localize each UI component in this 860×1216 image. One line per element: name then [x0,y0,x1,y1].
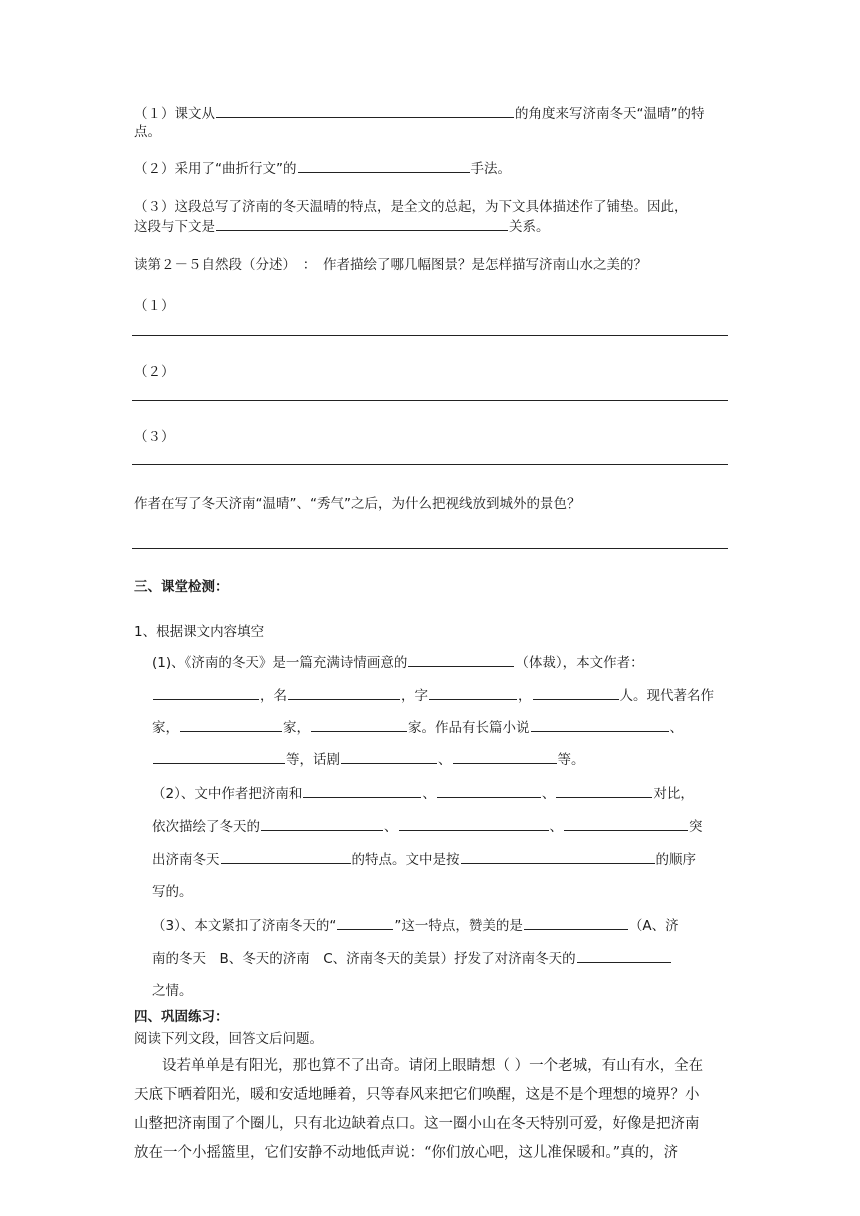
answer-line[interactable] [132,548,728,549]
reading-instruction: 阅读下列文段，回答文后问题。 [134,1031,323,1047]
fill-line-6 [152,816,703,837]
fill-text: 等。 [557,752,585,768]
fill-text: （体裁），本文作者： [515,655,644,671]
fill-text: 对比， [653,786,694,802]
answer-blank[interactable] [524,915,628,930]
fill-line-3 [152,717,683,738]
answer-blank[interactable] [180,717,282,732]
answer-blank[interactable] [153,749,285,764]
fill-text: ， [518,688,532,704]
question-3-text-end: 关系。 [509,219,550,235]
fill-line-1 [152,652,644,673]
answer-blank[interactable] [261,816,383,831]
section-3-heading: 三、课堂检测： [134,579,229,595]
passage-line-1: 设若单单是有阳光，那也算不了出奇。请闭上眼睛想（ ）一个老城，有山有水，全在 [162,1058,704,1074]
fill-text: 、 [541,786,556,802]
why-question: 作者在写了冬天济南“温晴”、“秀气”之后，为什么把视线放到城外的景色？ [134,496,581,512]
fill-text: 、 [438,752,452,768]
answer-blank[interactable] [337,915,393,930]
fill-text: ，名 [260,688,287,704]
fill-text: 南的冬天 B、冬天的济南 C、济南冬天的美景）抒发了对济南冬天的 [152,951,576,967]
answer-line[interactable] [132,400,728,401]
fill-text: 的特点。文中是按 [351,852,460,868]
fill-line-10 [152,948,672,969]
fill-text: (1)、《济南的冬天》是一篇充满诗情画意的 [152,655,408,671]
fill-text: 、 [384,819,398,835]
fill-text: ，字 [401,688,428,704]
answer-blank[interactable] [429,685,517,700]
fill-text: （2）、文中作者把济南和 [152,786,303,802]
answer-blank[interactable] [531,717,669,732]
section-4-heading: 四、巩固练习： [134,1009,229,1025]
fill-blank-title: 1、根据课文内容填空 [134,624,265,640]
fill-text: 等，话剧 [286,752,340,768]
answer-number-3: （３） [134,429,175,445]
answer-blank[interactable] [399,816,549,831]
answer-blank[interactable] [564,816,688,831]
answer-blank[interactable] [461,849,655,864]
passage-line-4: 放在一个小摇篮里，它们安静不动地低声说：“你们放心吧，这儿准保暖和。”真的，济 [134,1145,679,1161]
question-2-text-end: 手法。 [470,161,511,177]
answer-blank[interactable] [216,103,514,118]
fill-text: 的顺序 [655,852,696,868]
fill-text: 、 [549,819,563,835]
fill-line-8: 写的。 [152,884,193,900]
fill-line-4 [152,749,585,770]
fill-text: 出济南冬天 [152,852,220,868]
fill-text: 家， [283,720,310,736]
question-1-text: （１）课文从 [134,106,215,122]
question-2-text: （２）采用了“曲折行文”的 [134,161,297,177]
answer-blank[interactable] [533,685,619,700]
answer-blank[interactable] [216,216,508,231]
passage-line-3: 山整把济南围了个圈儿，只有北边缺着点口。这一圈小山在冬天特别可爱，好像是把济南 [134,1116,700,1132]
fill-line-11: 之情。 [152,983,193,999]
answer-blank[interactable] [288,685,400,700]
answer-blank[interactable] [303,783,421,798]
fill-text: 依次描绘了冬天的 [152,819,260,835]
fill-line-5 [152,783,694,804]
fill-text: 家， [152,720,179,736]
answer-blank[interactable] [437,783,541,798]
answer-blank[interactable] [408,652,514,667]
question-3-text: 这段与下文是 [134,219,215,235]
fill-text: （A、济 [628,918,679,934]
fill-line-7 [152,849,696,870]
passage-line-2: 天底下晒着阳光，暖和安适地睡着，只等春风来把它们唤醒，这是不是个理想的境界？小 [134,1087,700,1103]
answer-blank[interactable] [153,685,259,700]
fill-text: 、 [669,720,683,736]
fill-line-2 [152,685,714,706]
fill-text: 突 [689,819,703,835]
answer-line[interactable] [132,335,728,336]
answer-blank[interactable] [221,849,351,864]
question-3-cont [134,216,550,237]
question-1-text-end: 的角度来写济南冬天“温晴”的特 [515,106,705,122]
answer-blank[interactable] [453,749,557,764]
fill-text: ”这一特点，赞美的是 [394,918,523,934]
reading-prompt: 读第２－５自然段（分述） ： 作者描绘了哪几幅图景？是怎样描写济南山水之美的？ [134,257,647,273]
answer-blank[interactable] [298,158,470,173]
answer-blank[interactable] [577,948,671,963]
fill-text: 家。作品有长篇小说 [408,720,530,736]
answer-number-1: （１） [134,298,175,314]
fill-text: 、 [422,786,436,802]
question-3: （３）这段总写了济南的冬天温晴的特点，是全文的总起，为下文具体描述作了铺垫。因此， [134,199,688,215]
question-1-cont: 点。 [134,124,161,140]
answer-number-2: （２） [134,364,175,380]
answer-blank[interactable] [556,783,652,798]
fill-line-9 [152,915,679,936]
question-2 [134,158,511,179]
answer-line[interactable] [132,464,728,465]
answer-blank[interactable] [341,749,437,764]
answer-blank[interactable] [311,717,407,732]
question-1 [134,103,705,124]
fill-text: （3）、本文紧扣了济南冬天的“ [152,918,337,934]
fill-text: 人。现代著名作 [619,688,714,704]
